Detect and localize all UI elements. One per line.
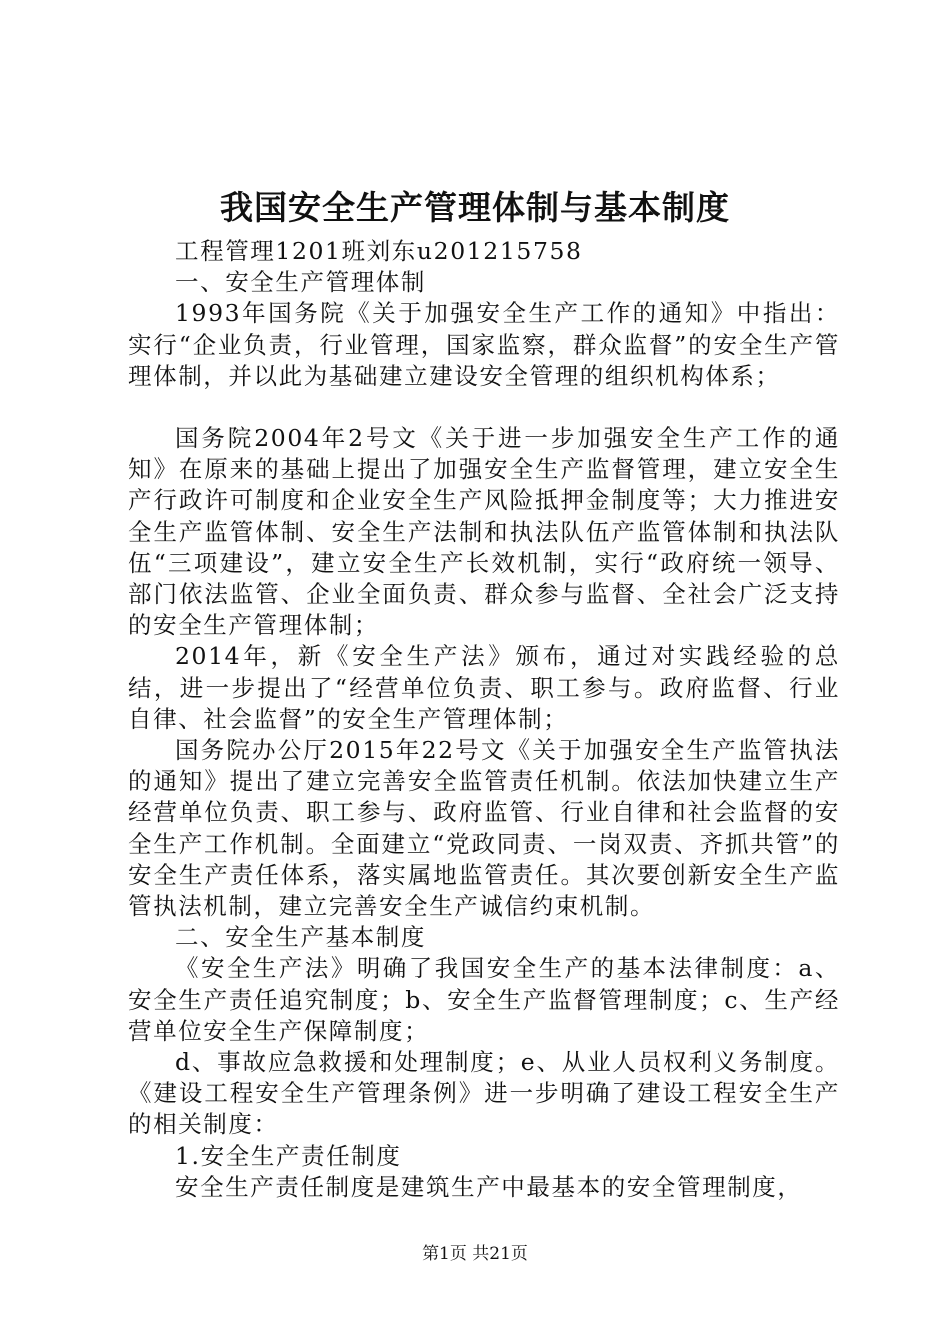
section-heading: 一、安全生产管理体制 [175,268,426,297]
paragraph: 《安全生产法》明确了我国安全生产的基本法律制度：a、安全生产责任追究制度；b、安全生产监督管理制度；c、生产经营单位安全生产保障制度； [128,954,840,1045]
paragraph: 国务院2004年2号文《关于进一步加强安全生产工作的通知》在原来的基础上提出了加强安全生产监督管理，建立安全生产行政许可制度和企业安全生产风险抵押金制度等；大力推进安全生产监管体制、安全生产法制和执法队伍产监管体制和执法队伍“三项建设”，建立安全生产长效机制，实行“政府统一领导、部门依法监管、企业全面负责、群众参与监督、全社会广泛支持的安全生产管理体制； [128,424,840,640]
paragraph: 国务院办公厅2015年22号文《关于加强安全生产监管执法的通知》提出了建立完善安全监管责任机制。依法加快建立生产经营单位负责、职工参与、政府监管、行业自律和社会监督的安全生产工作机制。全面建立“党政同责、一岗双责、齐抓共管”的安全生产责任体系，落实属地监管责任。其次要创新安全生产监管执法机制，建立完善安全生产诚信约束机制。 [128,736,840,921]
document-body [128,236,840,1203]
document-title: 我国安全生产管理体制与基本制度 [220,188,730,227]
subsection-heading: 1.安全生产责任制度 [175,1141,402,1170]
paragraph: d、事故应急救援和处理制度；e、从业人员权利义务制度。《建设工程安全生产管理条例》进一步明确了建设工程安全生产的相关制度： [128,1048,840,1139]
paragraph: 1993年国务院《关于加强安全生产工作的通知》中指出：实行“企业负责，行业管理，国家监察，群众监督”的安全生产管理体制，并以此为基础建立建设安全管理的组织机构体系； [128,299,840,390]
page-number-footer: 第1页 共21页 [422,1244,528,1264]
section-heading: 二、安全生产基本制度 [175,923,426,952]
author-line: 工程管理1201班刘东u201215758 [175,237,583,265]
paragraph: 安全生产责任制度是建筑生产中最基本的安全管理制度， [175,1172,803,1201]
paragraph: 2014年，新《安全生产法》颁布，通过对实践经验的总结，进一步提出了“经营单位负责、职工参与。政府监督、行业自律、社会监督”的安全生产管理体制； [128,642,840,733]
